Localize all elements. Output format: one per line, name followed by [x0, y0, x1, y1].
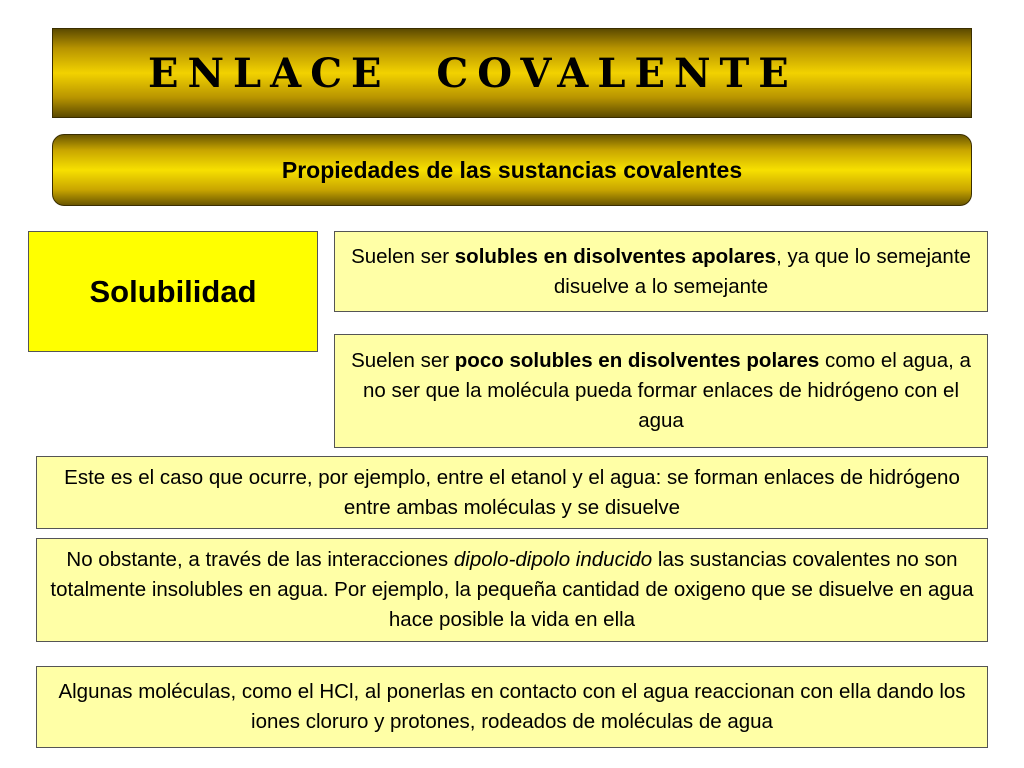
note-polar-solvents: [334, 334, 988, 448]
note-polar-pre: Suelen ser: [351, 349, 455, 372]
note-polar-text: [347, 346, 975, 436]
note-apolar-pre: Suelen ser: [351, 244, 455, 268]
note-hcl-reaction: [36, 666, 988, 748]
note-dipole-pre: No obstante, a través de las interacciones: [66, 548, 454, 571]
section-subtitle: Propiedades de las sustancias covalentes: [281, 156, 743, 183]
note-ethanol-example: [36, 456, 988, 529]
note-dipole-induced: [36, 538, 988, 642]
note-apolar-text: [347, 242, 975, 302]
topic-box: [28, 231, 318, 352]
note-apolar-solvents: [334, 231, 988, 312]
page-title: ENLACE COVALENTE: [148, 49, 798, 97]
note-ethanol-text: Este es el caso que ocurre, por ejemplo, entre el etanol y el agua: se forman enlaces de hidrógeno entre ambas moléculas y se disuelve: [64, 465, 960, 519]
note-hcl-text: Algunas moléculas, como el HCl, al ponerlas en contacto con el agua reaccionan con ella dando los iones cloruro y protones, rodeados de moléculas de agua: [58, 680, 966, 733]
note-polar-post: como el agua, a no ser que la molécula pueda formar enlaces de hidrógeno con el agua: [362, 349, 971, 432]
note-dipole-italic: dipolo-dipolo inducido: [453, 548, 653, 571]
note-dipole-post: las sustancias covalentes no son totalmente insolubles en agua. Por ejemplo, la pequeña cantidad de oxigeno que se disuelve en agua hace posible la vida en ella: [50, 548, 974, 631]
title-banner: [52, 28, 972, 118]
note-polar-bold: poco solubles en disolventes polares: [454, 349, 820, 372]
note-dipole-text: [49, 545, 975, 635]
note-apolar-bold: solubles en disolventes apolares: [454, 244, 777, 268]
subtitle-banner: [52, 134, 972, 206]
topic-label: Solubilidad: [89, 273, 257, 309]
note-apolar-post: , ya que lo semejante disuelve a lo semejante: [553, 244, 971, 298]
